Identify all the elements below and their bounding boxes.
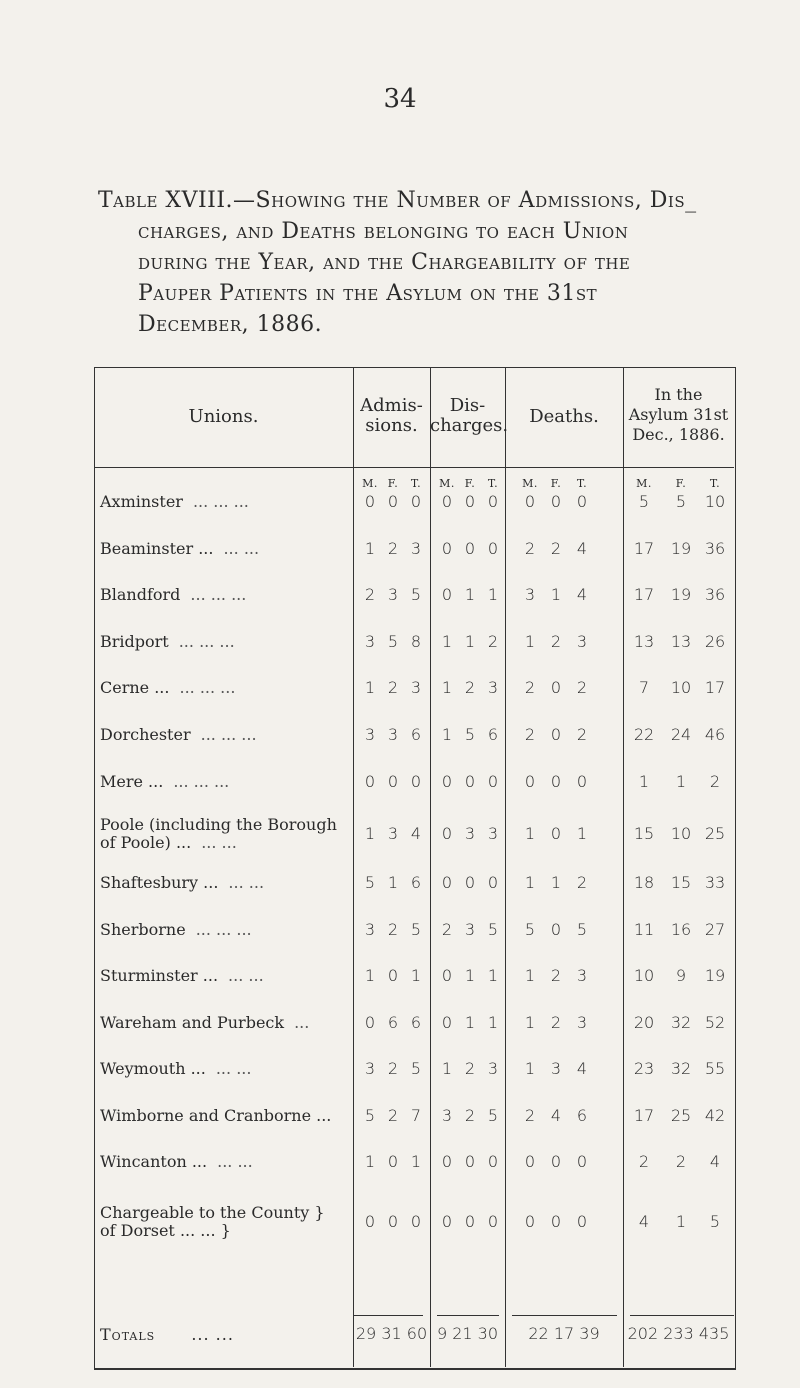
cell-dis: 0 xyxy=(487,1212,499,1231)
header-rule xyxy=(94,467,734,468)
row-union-label xyxy=(100,1153,352,1171)
cell-dth: 0 xyxy=(550,1152,562,1171)
cell-asy: 5 xyxy=(675,492,687,511)
cell-asy: 32 xyxy=(670,1059,692,1078)
cell-dis: 0 xyxy=(441,966,453,985)
cell-asy: 13 xyxy=(670,632,692,651)
row-union-label xyxy=(100,1107,352,1125)
cell-asy: 4 xyxy=(709,1152,721,1171)
cell-asy: 17 xyxy=(704,678,726,697)
header-discharges: Dis- charges. xyxy=(430,395,509,436)
cell-dis: 2 xyxy=(441,920,453,939)
cell-adm: 6 xyxy=(410,873,422,892)
row-union-label xyxy=(100,1060,352,1078)
cell-dth: 0 xyxy=(550,920,562,939)
cell-adm: 0 xyxy=(410,772,422,791)
cell-adm: 3 xyxy=(364,1059,376,1078)
cell-asy: 2 xyxy=(709,772,721,791)
leader-dots: ... ... xyxy=(223,539,260,558)
cell-adm: 0 xyxy=(364,1212,376,1231)
cell-adm: 1 xyxy=(364,1152,376,1171)
totals-discharges: 9 21 30 xyxy=(436,1324,499,1343)
cell-asy: 25 xyxy=(704,824,726,843)
column-divider xyxy=(505,367,506,1367)
cell-dis: 1 xyxy=(464,585,476,604)
cell-dth: 0 xyxy=(524,1212,536,1231)
cell-dis: 1 xyxy=(464,1013,476,1032)
cell-dis: 0 xyxy=(441,1212,453,1231)
sub-header-dth: F. xyxy=(550,477,562,490)
cell-asy: 10 xyxy=(633,966,655,985)
cell-adm: 0 xyxy=(364,492,376,511)
table-caption xyxy=(98,185,758,340)
cell-adm: 0 xyxy=(410,492,422,511)
cell-dth: 3 xyxy=(576,632,588,651)
cell-adm: 0 xyxy=(387,772,399,791)
cell-dis: 6 xyxy=(487,725,499,744)
header-asylum: In the Asylum 31st Dec., 1886. xyxy=(628,385,729,444)
sub-header-dis: F. xyxy=(464,477,476,490)
leader-dots: ... ... xyxy=(217,1152,253,1171)
leader-dots: ... ... ... xyxy=(192,492,249,511)
cell-asy: 19 xyxy=(704,966,726,985)
cell-dis: 1 xyxy=(464,966,476,985)
cell-dth: 3 xyxy=(576,966,588,985)
cell-dis: 1 xyxy=(441,725,453,744)
cell-dis: 3 xyxy=(464,824,476,843)
union-name: Cerne ... xyxy=(100,678,170,697)
caption-line: charges, and Deaths belonging to each Union xyxy=(138,219,629,244)
cell-dth: 2 xyxy=(524,678,536,697)
cell-dis: 1 xyxy=(464,632,476,651)
sub-header-dis: M. xyxy=(439,477,455,490)
cell-dis: 0 xyxy=(487,873,499,892)
page-number: 34 xyxy=(383,84,417,114)
cell-dis: 0 xyxy=(464,1212,476,1231)
leader-dots: ... ... xyxy=(228,966,264,985)
cell-asy: 19 xyxy=(670,539,692,558)
caption-line: Table XVIII.—Showing the Number of Admissions, Dis_ xyxy=(98,188,697,213)
cell-adm: 1 xyxy=(364,824,376,843)
cell-dth: 0 xyxy=(576,492,588,511)
totals-rule xyxy=(437,1315,499,1316)
row-union-label xyxy=(100,816,352,852)
cell-dth: 2 xyxy=(524,1106,536,1125)
cell-dth: 3 xyxy=(550,1059,562,1078)
cell-adm: 0 xyxy=(387,492,399,511)
cell-dis: 2 xyxy=(464,678,476,697)
leader-dots: ... ... xyxy=(215,1059,252,1078)
cell-dis: 5 xyxy=(464,725,476,744)
sub-header-dis: T. xyxy=(487,477,499,490)
cell-dth: 4 xyxy=(576,539,588,558)
union-name: Poole (including the Borough of Poole) ... xyxy=(100,815,337,852)
cell-asy: 19 xyxy=(670,585,692,604)
cell-dth: 1 xyxy=(524,1013,536,1032)
cell-asy: 10 xyxy=(670,824,692,843)
union-name: Wimborne and Cranborne ... xyxy=(100,1106,332,1125)
cell-dth: 2 xyxy=(550,1013,562,1032)
cell-dth: 1 xyxy=(550,585,562,604)
cell-asy: 17 xyxy=(633,539,655,558)
totals-dots: ... ... xyxy=(191,1325,234,1344)
cell-adm: 7 xyxy=(410,1106,422,1125)
cell-dth: 1 xyxy=(524,824,536,843)
cell-dis: 0 xyxy=(464,539,476,558)
cell-dis: 0 xyxy=(487,539,499,558)
cell-adm: 2 xyxy=(387,539,399,558)
cell-dis: 1 xyxy=(487,585,499,604)
cell-adm: 1 xyxy=(410,966,422,985)
cell-dis: 1 xyxy=(487,966,499,985)
cell-dis: 1 xyxy=(441,1059,453,1078)
cell-asy: 10 xyxy=(704,492,726,511)
cell-asy: 52 xyxy=(704,1013,726,1032)
cell-dth: 1 xyxy=(524,873,536,892)
row-union-label xyxy=(100,540,352,558)
leader-dots: ... ... ... xyxy=(190,585,247,604)
row-union-label xyxy=(100,493,352,511)
union-name: Weymouth ... xyxy=(100,1059,206,1078)
cell-adm: 3 xyxy=(364,725,376,744)
cell-adm: 1 xyxy=(387,873,399,892)
sub-header-adm: M. xyxy=(362,477,378,490)
union-name: Wincanton ... xyxy=(100,1152,208,1171)
cell-dth: 0 xyxy=(576,772,588,791)
cell-asy: 17 xyxy=(633,585,655,604)
cell-asy: 18 xyxy=(633,873,655,892)
cell-dis: 0 xyxy=(441,824,453,843)
column-divider xyxy=(430,367,431,1367)
cell-asy: 32 xyxy=(670,1013,692,1032)
cell-adm: 3 xyxy=(387,585,399,604)
cell-asy: 1 xyxy=(675,1212,687,1231)
row-union-label xyxy=(100,679,352,697)
cell-asy: 2 xyxy=(638,1152,650,1171)
cell-dis: 0 xyxy=(441,772,453,791)
cell-dis: 0 xyxy=(441,585,453,604)
leader-dots: ... ... ... xyxy=(178,632,235,651)
cell-dth: 1 xyxy=(524,1059,536,1078)
cell-adm: 6 xyxy=(387,1013,399,1032)
cell-adm: 3 xyxy=(364,920,376,939)
union-name: Chargeable to the County } of Dorset ... ... } xyxy=(100,1203,325,1240)
cell-dis: 5 xyxy=(487,920,499,939)
header-deaths: Deaths. xyxy=(529,406,599,427)
cell-asy: 5 xyxy=(709,1212,721,1231)
sub-header-dth: T. xyxy=(576,477,588,490)
cell-asy: 26 xyxy=(704,632,726,651)
cell-dis: 0 xyxy=(441,492,453,511)
cell-asy: 10 xyxy=(670,678,692,697)
header-admissions: Admis- sions. xyxy=(360,395,423,436)
totals-rule xyxy=(630,1315,734,1316)
row-union-label xyxy=(100,921,352,939)
row-union-label xyxy=(100,874,352,892)
cell-asy: 36 xyxy=(704,539,726,558)
row-union-label xyxy=(100,1204,352,1240)
cell-dis: 1 xyxy=(487,1013,499,1032)
cell-adm: 0 xyxy=(387,1212,399,1231)
cell-adm: 1 xyxy=(364,539,376,558)
cell-dth: 2 xyxy=(576,678,588,697)
leader-dots: ... ... ... xyxy=(195,920,252,939)
union-name: Wareham and Purbeck xyxy=(100,1013,285,1032)
row-union-label xyxy=(100,633,352,651)
cell-dis: 3 xyxy=(487,678,499,697)
caption-line: during the Year, and the Chargeability of the xyxy=(138,250,631,275)
cell-asy: 20 xyxy=(633,1013,655,1032)
cell-asy: 22 xyxy=(633,725,655,744)
union-name: Beaminster ... xyxy=(100,539,214,558)
cell-dth: 0 xyxy=(550,492,562,511)
cell-dth: 3 xyxy=(576,1013,588,1032)
totals-rule xyxy=(353,1315,423,1316)
cell-dth: 1 xyxy=(524,966,536,985)
cell-dth: 1 xyxy=(576,824,588,843)
cell-dth: 2 xyxy=(576,725,588,744)
cell-adm: 2 xyxy=(364,585,376,604)
cell-asy: 11 xyxy=(633,920,655,939)
cell-dth: 0 xyxy=(550,725,562,744)
sub-header-adm: T. xyxy=(410,477,422,490)
cell-asy: 23 xyxy=(633,1059,655,1078)
cell-dis: 0 xyxy=(441,1152,453,1171)
cell-dth: 5 xyxy=(576,920,588,939)
cell-dth: 2 xyxy=(550,966,562,985)
cell-dis: 0 xyxy=(464,492,476,511)
cell-asy: 5 xyxy=(638,492,650,511)
cell-adm: 5 xyxy=(364,873,376,892)
cell-adm: 3 xyxy=(410,678,422,697)
cell-asy: 17 xyxy=(633,1106,655,1125)
cell-adm: 2 xyxy=(387,1106,399,1125)
cell-asy: 25 xyxy=(670,1106,692,1125)
cell-dis: 3 xyxy=(487,1059,499,1078)
cell-adm: 6 xyxy=(410,725,422,744)
leader-dots: ... xyxy=(294,1013,310,1032)
cell-dth: 0 xyxy=(576,1152,588,1171)
cell-dth: 4 xyxy=(576,585,588,604)
cell-dth: 0 xyxy=(550,1212,562,1231)
cell-asy: 1 xyxy=(638,772,650,791)
union-name: Blandford xyxy=(100,585,181,604)
cell-dis: 0 xyxy=(441,539,453,558)
cell-dis: 0 xyxy=(441,1013,453,1032)
row-union-label xyxy=(100,726,352,744)
cell-asy: 27 xyxy=(704,920,726,939)
cell-dis: 3 xyxy=(464,920,476,939)
cell-dth: 0 xyxy=(524,772,536,791)
cell-adm: 0 xyxy=(387,1152,399,1171)
cell-adm: 3 xyxy=(387,725,399,744)
cell-adm: 3 xyxy=(364,632,376,651)
cell-adm: 5 xyxy=(410,585,422,604)
leader-dots: ... ... xyxy=(201,833,237,852)
cell-asy: 55 xyxy=(704,1059,726,1078)
cell-dis: 3 xyxy=(487,824,499,843)
cell-dth: 5 xyxy=(524,920,536,939)
cell-dis: 2 xyxy=(464,1106,476,1125)
cell-asy: 9 xyxy=(675,966,687,985)
cell-adm: 0 xyxy=(410,1212,422,1231)
row-union-label xyxy=(100,586,352,604)
cell-adm: 6 xyxy=(410,1013,422,1032)
cell-dis: 0 xyxy=(487,772,499,791)
cell-dth: 0 xyxy=(550,824,562,843)
leader-dots: ... ... ... xyxy=(179,678,236,697)
cell-dis: 5 xyxy=(487,1106,499,1125)
cell-dth: 0 xyxy=(550,772,562,791)
cell-adm: 1 xyxy=(364,966,376,985)
cell-asy: 42 xyxy=(704,1106,726,1125)
cell-dth: 1 xyxy=(550,873,562,892)
union-name: Axminster xyxy=(100,492,183,511)
union-name: Bridport xyxy=(100,632,169,651)
cell-dis: 2 xyxy=(487,632,499,651)
cell-dth: 3 xyxy=(524,585,536,604)
totals-deaths: 22 17 39 xyxy=(528,1324,600,1343)
cell-asy: 46 xyxy=(704,725,726,744)
union-name: Shaftesbury ... xyxy=(100,873,219,892)
cell-dis: 2 xyxy=(464,1059,476,1078)
union-name: Mere ... xyxy=(100,772,164,791)
cell-asy: 16 xyxy=(670,920,692,939)
union-name: Sturminster ... xyxy=(100,966,219,985)
cell-dth: 4 xyxy=(550,1106,562,1125)
cell-adm: 2 xyxy=(387,678,399,697)
cell-asy: 1 xyxy=(675,772,687,791)
cell-dis: 0 xyxy=(464,873,476,892)
cell-dis: 1 xyxy=(441,678,453,697)
row-union-label xyxy=(100,773,352,791)
cell-adm: 5 xyxy=(410,1059,422,1078)
cell-asy: 13 xyxy=(633,632,655,651)
totals-admissions: 29 31 60 xyxy=(355,1324,428,1343)
union-name: Dorchester xyxy=(100,725,191,744)
cell-adm: 0 xyxy=(364,1013,376,1032)
caption-line: December, 1886. xyxy=(138,312,323,337)
cell-asy: 36 xyxy=(704,585,726,604)
cell-asy: 33 xyxy=(704,873,726,892)
column-divider xyxy=(353,367,354,1367)
totals-rule xyxy=(512,1315,617,1316)
cell-dth: 2 xyxy=(550,539,562,558)
cell-asy: 4 xyxy=(638,1212,650,1231)
cell-dis: 0 xyxy=(487,492,499,511)
cell-asy: 15 xyxy=(670,873,692,892)
cell-asy: 24 xyxy=(670,725,692,744)
cell-dth: 4 xyxy=(576,1059,588,1078)
cell-adm: 0 xyxy=(364,772,376,791)
cell-asy: 2 xyxy=(675,1152,687,1171)
cell-asy: 15 xyxy=(633,824,655,843)
header-unions: Unions. xyxy=(188,406,259,427)
cell-dis: 0 xyxy=(464,772,476,791)
cell-adm: 5 xyxy=(410,920,422,939)
cell-adm: 2 xyxy=(387,1059,399,1078)
cell-dth: 0 xyxy=(576,1212,588,1231)
cell-dis: 0 xyxy=(487,1152,499,1171)
leader-dots: ... ... ... xyxy=(200,725,257,744)
cell-dth: 2 xyxy=(524,539,536,558)
cell-dth: 2 xyxy=(524,725,536,744)
cell-dis: 0 xyxy=(464,1152,476,1171)
cell-adm: 3 xyxy=(387,824,399,843)
cell-dth: 2 xyxy=(550,632,562,651)
cell-dth: 0 xyxy=(524,492,536,511)
cell-adm: 3 xyxy=(410,539,422,558)
sub-header-asy: M. xyxy=(636,477,652,490)
leader-dots: ... ... xyxy=(228,873,265,892)
cell-dth: 2 xyxy=(576,873,588,892)
totals-label xyxy=(100,1325,234,1344)
cell-dth: 0 xyxy=(524,1152,536,1171)
row-union-label xyxy=(100,967,352,985)
cell-asy: 7 xyxy=(638,678,650,697)
cell-adm: 4 xyxy=(410,824,422,843)
row-union-label xyxy=(100,1014,352,1032)
cell-dis: 3 xyxy=(441,1106,453,1125)
sub-header-asy: F. xyxy=(675,477,687,490)
union-name: Sherborne xyxy=(100,920,186,939)
cell-dis: 1 xyxy=(441,632,453,651)
cell-dis: 0 xyxy=(441,873,453,892)
sub-header-asy: T. xyxy=(709,477,721,490)
column-divider xyxy=(623,367,624,1367)
cell-adm: 2 xyxy=(387,920,399,939)
sub-header-adm: F. xyxy=(387,477,399,490)
cell-adm: 5 xyxy=(387,632,399,651)
cell-dth: 1 xyxy=(524,632,536,651)
totals-text: Totals xyxy=(100,1325,156,1344)
cell-adm: 5 xyxy=(364,1106,376,1125)
cell-adm: 1 xyxy=(410,1152,422,1171)
cell-dth: 6 xyxy=(576,1106,588,1125)
leader-dots: ... ... ... xyxy=(173,772,230,791)
totals-asylum: 202 233 435 xyxy=(627,1324,730,1343)
cell-adm: 0 xyxy=(387,966,399,985)
caption-line: Pauper Patients in the Asylum on the 31st xyxy=(138,281,598,306)
cell-adm: 8 xyxy=(410,632,422,651)
cell-adm: 1 xyxy=(364,678,376,697)
sub-header-dth: M. xyxy=(522,477,538,490)
cell-dth: 0 xyxy=(550,678,562,697)
